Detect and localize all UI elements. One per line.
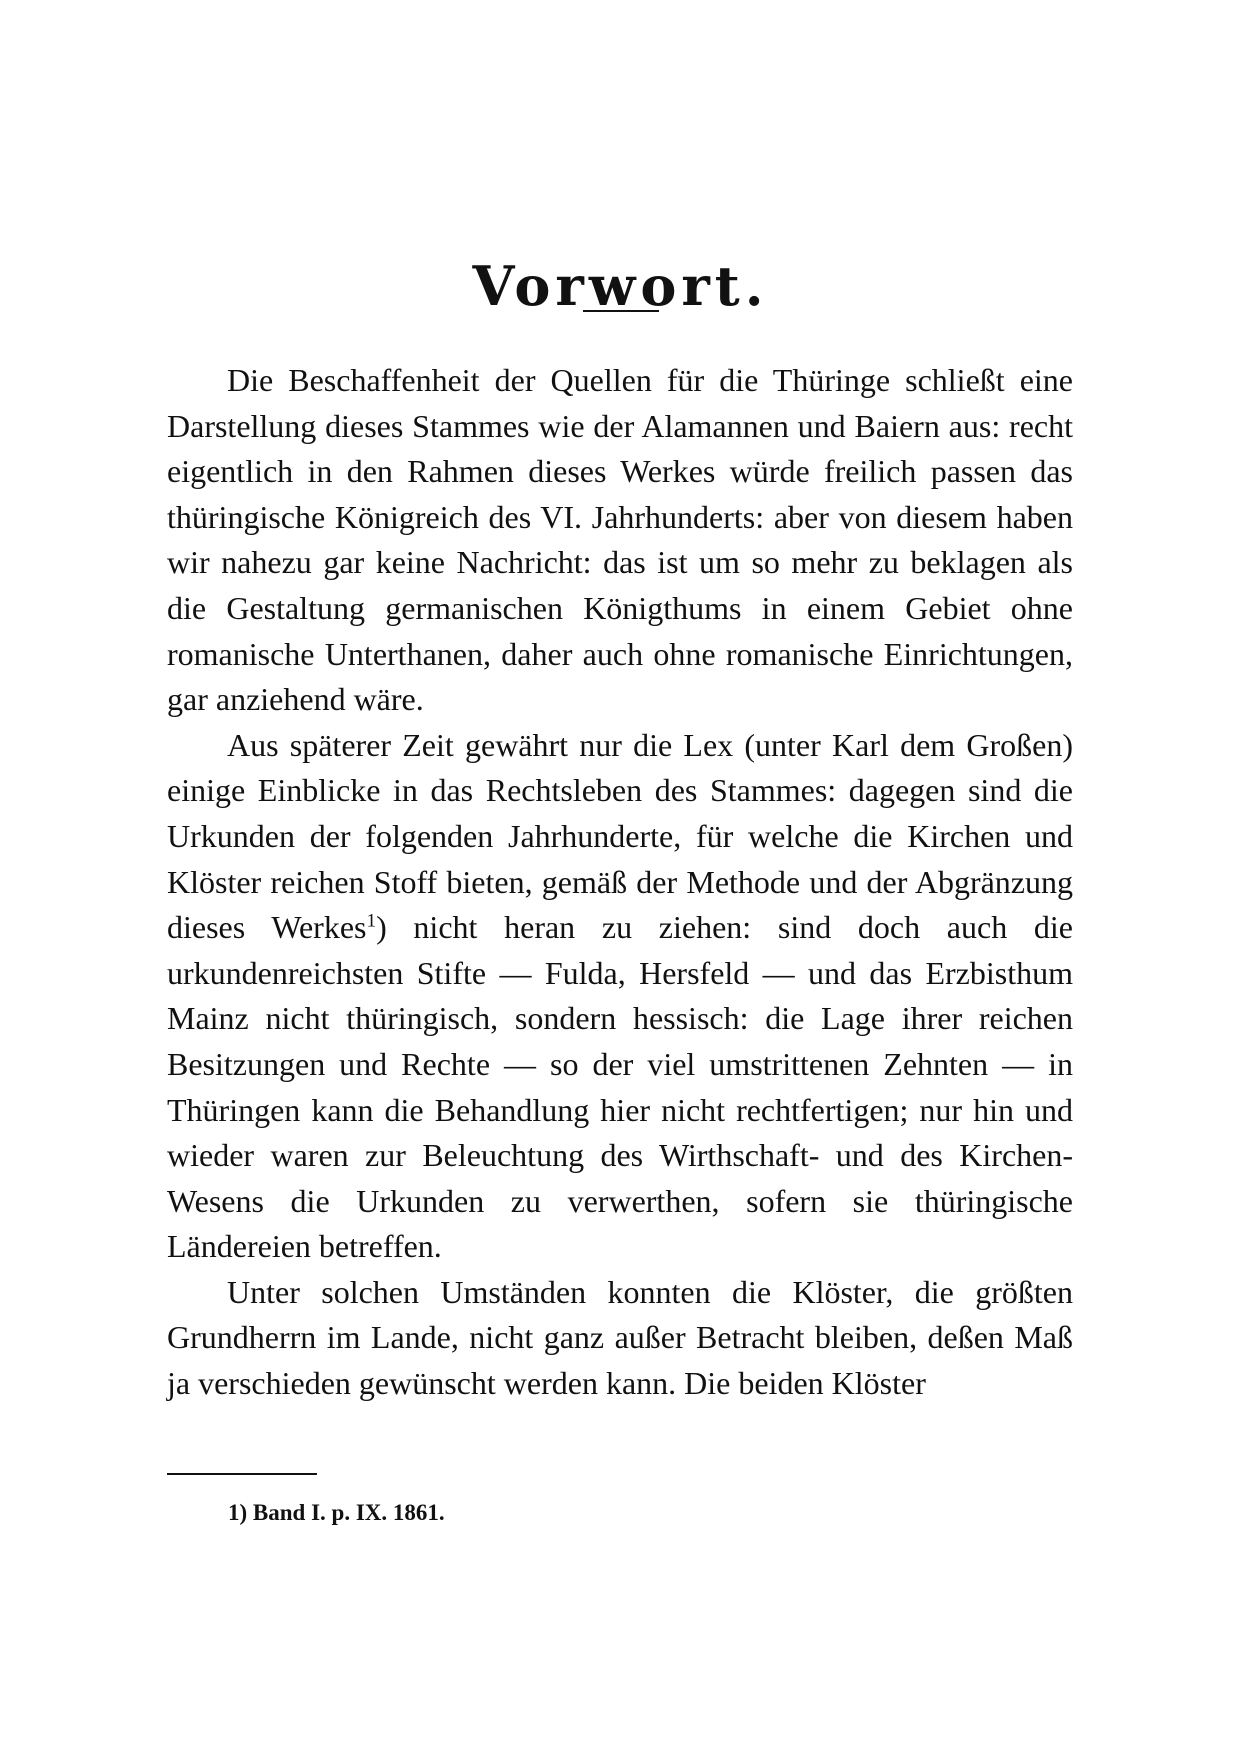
page-title: Vorwort. [472, 254, 769, 319]
paragraph-1 [167, 358, 1073, 723]
footnote-rule [167, 1473, 317, 1475]
paragraph-3-text: Unter solchen Umständen konnten die Klöster, die größten Grundherrn im Lande, nicht ganz außer Betracht bleiben, deßen Maß ja verschieden gewünscht werden kann. Die beiden Klöster [167, 1273, 1073, 1402]
footnote-reference: 1 [366, 910, 377, 932]
paragraph-1-text: Die Beschaffenheit der Quellen für die Thüringe schließt eine Darstellung dieses Stammes wie der Alamannen und Baiern aus: recht eigentlich in den Rahmen dieses Werkes würde freilich passen das thüringische Königreich des VI. Jahrhunderts: aber von diesem haben wir nahezu gar keine Nachricht: das ist um so mehr zu beklagen als die Gestaltung germanischen Königthums in einem Gebiet ohne romanische Unterthanen, daher auch ohne romanische Einrichtungen, gar anziehend wäre. [167, 362, 1073, 718]
body-text [167, 358, 1073, 1407]
title-rule [583, 310, 659, 312]
paragraph-3 [167, 1270, 1073, 1407]
paragraph-2 [167, 723, 1073, 1270]
footnote: 1) Band I. p. IX. 1861. [228, 1500, 445, 1525]
paragraph-2-text-before-note: Aus späterer Zeit gewährt nur die Lex (unter Karl dem Großen) einige Einblicke in das Rechtsleben des Stammes: dagegen sind die Urkunden der folgenden Jahrhunderte, für welche die Kirchen und Klöster reichen Stoff bieten, gemäß der Methode und der Abgränzung dieses Werkes [167, 726, 1073, 946]
paragraph-2-text-after-note: ) nicht heran zu ziehen: sind doch auch die urkundenreichsten Stifte — Fulda, Hersfeld — und das Erzbisthum Mainz nicht thüringisch, sondern hessisch: die Lage ihrer reichen Besitzungen und Rechte — so der viel umstrittenen Zehnten — in Thüringen kann die Behandlung hier nicht rechtfertigen; nur hin und wieder waren zur Beleuchtung des Wirthschaft- und des Kirchen-Wesens die Urkunden zu verwerthen, sofern sie thüringische Ländereien betreffen. [167, 909, 1074, 1265]
